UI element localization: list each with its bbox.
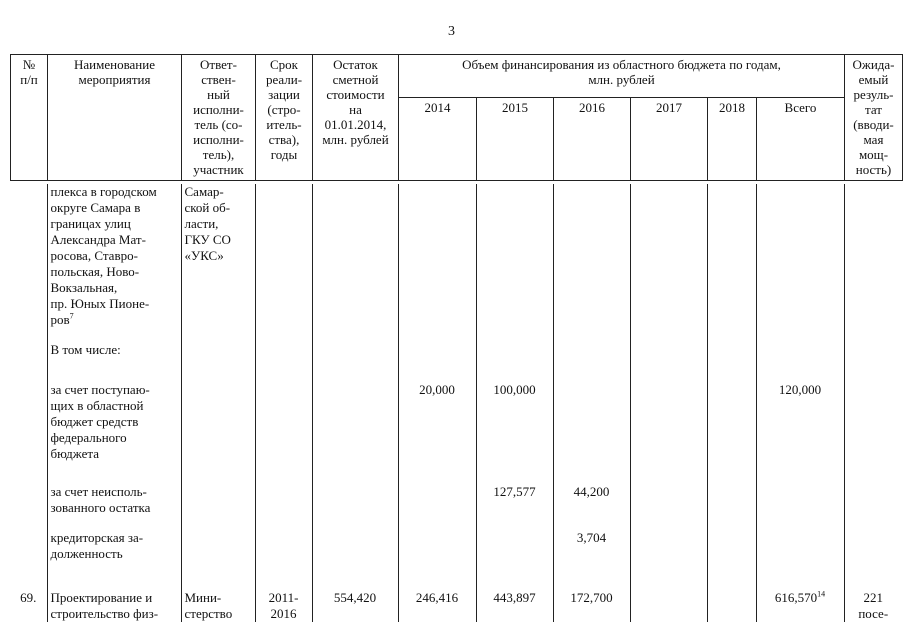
row-number-text: 69. bbox=[20, 590, 37, 605]
row-responsible bbox=[181, 484, 255, 516]
row-responsible bbox=[181, 382, 255, 462]
row-value-total bbox=[756, 184, 844, 328]
row-value-2017 bbox=[630, 382, 707, 462]
spacer-cell bbox=[312, 358, 398, 382]
row-expected-result-text: 221 посе- bbox=[858, 590, 889, 621]
row-value-2018 bbox=[707, 484, 756, 516]
spacer-cell bbox=[255, 462, 312, 484]
row-number bbox=[10, 484, 47, 516]
spacer-cell bbox=[756, 516, 844, 530]
row-term bbox=[255, 484, 312, 516]
spacer-cell bbox=[844, 516, 902, 530]
header-year-2016: 2016 bbox=[554, 98, 631, 181]
row-value-total-text: 120,000 bbox=[778, 382, 822, 397]
row-value-2015-text: 443,897 bbox=[493, 590, 536, 605]
row-responsible bbox=[181, 530, 255, 562]
row-value-2018 bbox=[707, 590, 756, 622]
spacer-cell bbox=[398, 562, 476, 590]
row-value-total-text: 616,570 bbox=[774, 590, 818, 605]
row-remaining-cost bbox=[312, 184, 398, 328]
row-name-text: плекса в городском округе Самара в границах улиц Александра Мат- росова, Ставро- польская, Ново- Вокзальная, пр. Юных Пионе- ров bbox=[50, 184, 157, 327]
spacer-cell bbox=[476, 462, 553, 484]
row-expected-result bbox=[844, 382, 902, 462]
header-remaining-cost: Остаток сметной стоимости на 01.01.2014, млн. рублей bbox=[313, 55, 399, 181]
row-remaining-cost bbox=[312, 590, 398, 622]
row-remaining-cost bbox=[312, 382, 398, 462]
row-name bbox=[47, 184, 181, 328]
row-value-2014-text: 246,416 bbox=[415, 590, 459, 605]
row-spacer bbox=[10, 358, 902, 382]
spacer-cell bbox=[476, 328, 553, 342]
row-value-2016-text: 172,700 bbox=[570, 590, 613, 605]
row-remaining-cost-text: 554,420 bbox=[333, 590, 377, 605]
table-header bbox=[10, 54, 903, 181]
row-value-2014 bbox=[398, 184, 476, 328]
header-year-2015: 2015 bbox=[477, 98, 554, 181]
row-name bbox=[47, 484, 181, 516]
header-number: № п/п bbox=[11, 55, 48, 181]
row-term bbox=[255, 382, 312, 462]
spacer-cell bbox=[553, 358, 630, 382]
spacer-cell bbox=[756, 328, 844, 342]
spacer-cell bbox=[10, 462, 47, 484]
spacer-cell bbox=[312, 462, 398, 484]
spacer-cell bbox=[630, 328, 707, 342]
row-value-2017 bbox=[630, 342, 707, 358]
table-row bbox=[10, 382, 902, 462]
row-value-2016 bbox=[553, 530, 630, 562]
spacer-cell bbox=[398, 462, 476, 484]
row-expected-result bbox=[844, 342, 902, 358]
row-name bbox=[47, 382, 181, 462]
header-year-2014: 2014 bbox=[399, 98, 477, 181]
row-value-2016 bbox=[553, 382, 630, 462]
row-term bbox=[255, 184, 312, 328]
spacer-cell bbox=[10, 516, 47, 530]
spacer-cell bbox=[47, 328, 181, 342]
row-name-text: за счет поступаю- щих в областной бюджет средств федерального бюджета bbox=[50, 382, 150, 461]
spacer-cell bbox=[255, 516, 312, 530]
spacer-cell bbox=[181, 328, 255, 342]
row-value-2014 bbox=[398, 382, 476, 462]
spacer-cell bbox=[398, 516, 476, 530]
table-body bbox=[10, 184, 902, 622]
footnote-marker: 7 bbox=[69, 311, 74, 321]
row-remaining-cost bbox=[312, 530, 398, 562]
row-value-2016-text: 3,704 bbox=[576, 530, 607, 545]
row-value-2015 bbox=[476, 530, 553, 562]
row-value-2017 bbox=[630, 484, 707, 516]
spacer-cell bbox=[756, 562, 844, 590]
header-year-2017: 2017 bbox=[631, 98, 708, 181]
row-number bbox=[10, 184, 47, 328]
header-term: Срок реали- зации (стро- итель- ства), годы bbox=[256, 55, 313, 181]
row-value-2017 bbox=[630, 590, 707, 622]
row-value-2018 bbox=[707, 382, 756, 462]
row-value-total bbox=[756, 590, 844, 622]
spacer-cell bbox=[844, 328, 902, 342]
spacer-cell bbox=[312, 562, 398, 590]
row-value-2014 bbox=[398, 530, 476, 562]
row-value-2015-text: 127,577 bbox=[493, 484, 536, 499]
row-value-2017 bbox=[630, 530, 707, 562]
row-term-text: 2011- 2016 bbox=[268, 590, 299, 621]
header-financing: Объем финансирования из областного бюджета по годам, млн. рублей bbox=[399, 55, 845, 98]
row-name-text: кредиторская за- долженность bbox=[50, 530, 144, 561]
spacer-cell bbox=[707, 562, 756, 590]
spacer-cell bbox=[707, 328, 756, 342]
spacer-cell bbox=[181, 562, 255, 590]
spacer-cell bbox=[756, 462, 844, 484]
header-expected-result: Ожида- емый резуль- тат (вводи- мая мощ- ность) bbox=[845, 55, 903, 181]
row-value-2015 bbox=[476, 382, 553, 462]
row-term bbox=[255, 530, 312, 562]
header-total: Всего bbox=[757, 98, 845, 181]
spacer-cell bbox=[181, 358, 255, 382]
row-responsible bbox=[181, 590, 255, 622]
row-value-total bbox=[756, 530, 844, 562]
spacer-cell bbox=[630, 358, 707, 382]
row-value-2017 bbox=[630, 184, 707, 328]
spacer-cell bbox=[312, 328, 398, 342]
spacer-cell bbox=[255, 562, 312, 590]
row-term bbox=[255, 342, 312, 358]
row-number bbox=[10, 342, 47, 358]
spacer-cell bbox=[47, 562, 181, 590]
spacer-cell bbox=[47, 358, 181, 382]
row-value-2015-text: 100,000 bbox=[493, 382, 536, 397]
row-value-2015 bbox=[476, 484, 553, 516]
row-value-total bbox=[756, 342, 844, 358]
spacer-cell bbox=[553, 462, 630, 484]
spacer-cell bbox=[10, 328, 47, 342]
table-row bbox=[10, 184, 902, 328]
spacer-cell bbox=[553, 562, 630, 590]
spacer-cell bbox=[181, 516, 255, 530]
row-value-total bbox=[756, 382, 844, 462]
header-year-2018: 2018 bbox=[708, 98, 757, 181]
row-name bbox=[47, 530, 181, 562]
row-value-2016 bbox=[553, 342, 630, 358]
row-value-2018 bbox=[707, 530, 756, 562]
row-responsible-text: Мини- стерство bbox=[184, 590, 233, 621]
row-responsible bbox=[181, 184, 255, 328]
spacer-cell bbox=[476, 358, 553, 382]
spacer-cell bbox=[476, 516, 553, 530]
row-value-2014 bbox=[398, 484, 476, 516]
spacer-cell bbox=[553, 328, 630, 342]
spacer-cell bbox=[756, 358, 844, 382]
row-value-2016 bbox=[553, 184, 630, 328]
spacer-cell bbox=[707, 462, 756, 484]
spacer-cell bbox=[398, 358, 476, 382]
spacer-cell bbox=[10, 358, 47, 382]
row-value-total bbox=[756, 484, 844, 516]
footnote-marker: 14 bbox=[817, 589, 826, 599]
row-number bbox=[10, 590, 47, 622]
page-number: 3 bbox=[448, 24, 455, 39]
row-name-text: В том числе: bbox=[50, 342, 121, 357]
row-remaining-cost bbox=[312, 342, 398, 358]
row-name-text: за счет неисполь- зованного остатка bbox=[50, 484, 151, 515]
row-value-2018 bbox=[707, 184, 756, 328]
row-expected-result bbox=[844, 590, 902, 622]
spacer-cell bbox=[553, 516, 630, 530]
header-name: Наименование мероприятия bbox=[48, 55, 182, 181]
row-spacer bbox=[10, 462, 902, 484]
row-spacer bbox=[10, 328, 902, 342]
row-remaining-cost bbox=[312, 484, 398, 516]
row-term bbox=[255, 590, 312, 622]
row-value-2018 bbox=[707, 342, 756, 358]
spacer-cell bbox=[47, 516, 181, 530]
row-number bbox=[10, 382, 47, 462]
spacer-cell bbox=[255, 328, 312, 342]
table-row bbox=[10, 530, 902, 562]
row-value-2015 bbox=[476, 590, 553, 622]
spacer-cell bbox=[844, 358, 902, 382]
spacer-cell bbox=[707, 516, 756, 530]
spacer-cell bbox=[181, 462, 255, 484]
header-responsible: Ответ- ствен- ный исполни- тель (со- исполни- тель), участник bbox=[182, 55, 256, 181]
spacer-cell bbox=[630, 462, 707, 484]
row-value-2014 bbox=[398, 590, 476, 622]
row-responsible-text: Самар- ской об- ласти, ГКУ СО «УКС» bbox=[184, 184, 231, 263]
row-value-2015 bbox=[476, 184, 553, 328]
spacer-cell bbox=[47, 462, 181, 484]
spacer-cell bbox=[312, 516, 398, 530]
row-value-2014-text: 20,000 bbox=[419, 382, 455, 397]
spacer-cell bbox=[398, 328, 476, 342]
table-row bbox=[10, 484, 902, 516]
spacer-cell bbox=[10, 562, 47, 590]
row-value-2016 bbox=[553, 484, 630, 516]
spacer-cell bbox=[707, 358, 756, 382]
row-value-2015 bbox=[476, 342, 553, 358]
row-value-2016-text: 44,200 bbox=[573, 484, 610, 499]
row-name bbox=[47, 590, 181, 622]
row-spacer bbox=[10, 562, 902, 590]
row-number bbox=[10, 530, 47, 562]
row-expected-result bbox=[844, 530, 902, 562]
spacer-cell bbox=[630, 562, 707, 590]
row-value-2016 bbox=[553, 590, 630, 622]
row-expected-result bbox=[844, 184, 902, 328]
table-row bbox=[10, 342, 902, 358]
row-expected-result bbox=[844, 484, 902, 516]
row-name-text: Проектирование и строительство физ- bbox=[50, 590, 159, 621]
spacer-cell bbox=[476, 562, 553, 590]
row-name bbox=[47, 342, 181, 358]
spacer-cell bbox=[844, 462, 902, 484]
row-spacer bbox=[10, 516, 902, 530]
row-responsible bbox=[181, 342, 255, 358]
spacer-cell bbox=[844, 562, 902, 590]
spacer-cell bbox=[255, 358, 312, 382]
spacer-cell bbox=[630, 516, 707, 530]
row-value-2014 bbox=[398, 342, 476, 358]
table-row bbox=[10, 590, 902, 622]
